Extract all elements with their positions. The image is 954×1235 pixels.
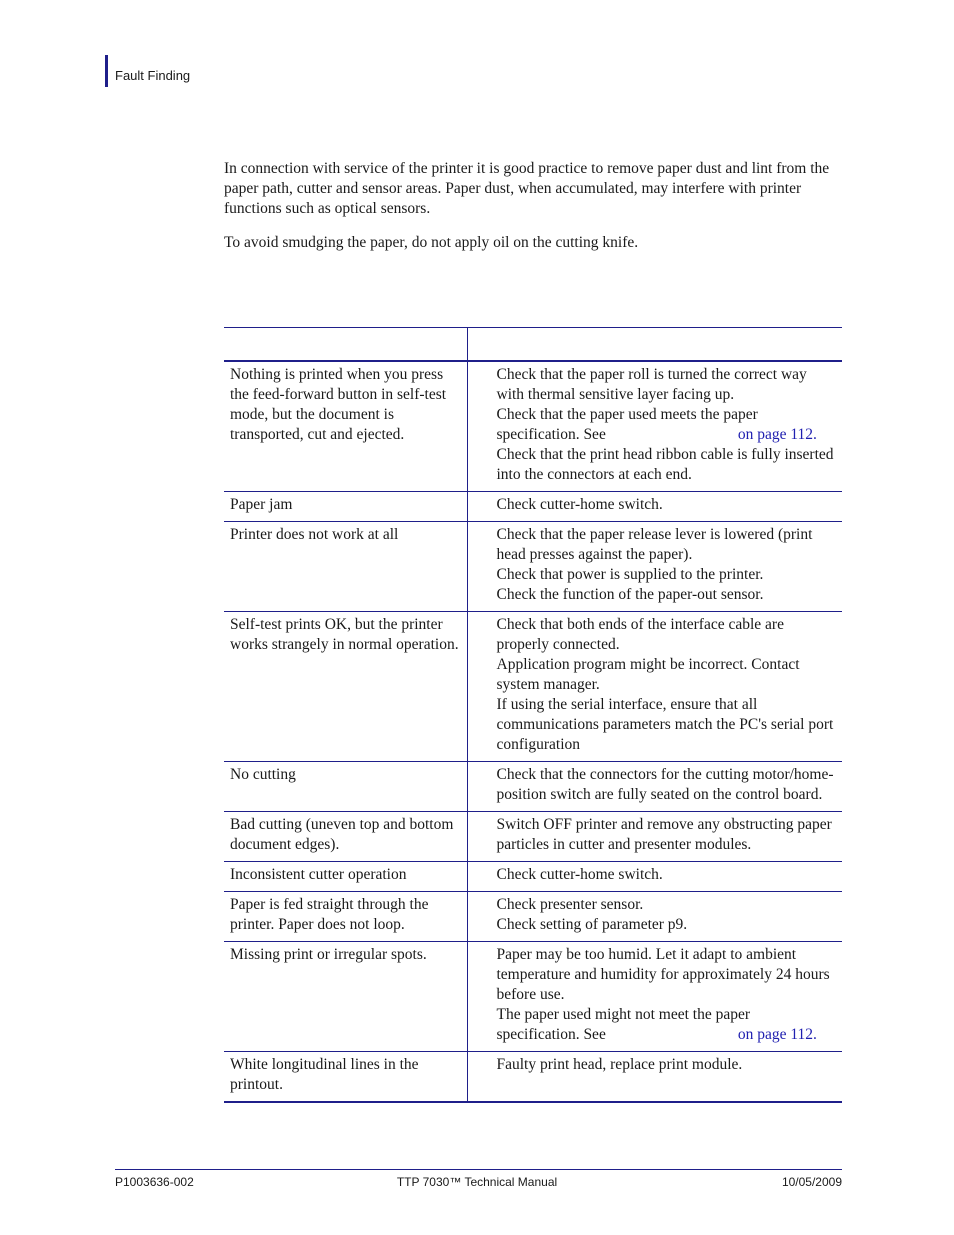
action-text: The paper used might not meet the paper specification. See: [496, 1006, 751, 1043]
table-row: [224, 522, 842, 612]
action-item: [497, 565, 835, 585]
action-item: [497, 445, 835, 485]
action-cell: [467, 862, 842, 892]
troubleshooting-table: [224, 327, 842, 1103]
footer-rule: [115, 1169, 842, 1170]
symptom-cell: Bad cutting (uneven top and bottom document edges).: [224, 812, 467, 862]
symptom-cell: No cutting: [224, 762, 467, 812]
publication-date: 10/05/2009: [781, 1175, 842, 1189]
action-text: Check presenter sensor.: [496, 896, 644, 913]
table-header-row: [224, 328, 842, 362]
action-item: [497, 1005, 835, 1045]
action-text: If using the serial interface, ensure that all communications parameters match the PC's serial port configuration: [496, 696, 834, 753]
action-text: Check that the print head ribbon cable is fully inserted into the connectors at each end.: [496, 446, 834, 483]
action-text: Check that both ends of the interface cable are properly connected.: [496, 616, 784, 653]
table-row: [224, 762, 842, 812]
table-row: [224, 1052, 842, 1103]
symptom-cell: Paper jam: [224, 492, 467, 522]
action-text: Faulty print head, replace print module.: [496, 1056, 743, 1073]
action-cell: [467, 942, 842, 1052]
symptom-column-header: [224, 328, 467, 362]
manual-title: TTP 7030™ Technical Manual: [396, 1175, 558, 1189]
table-row: [224, 492, 842, 522]
symptom-cell: Nothing is printed when you press the feed-forward button in self-test mode, but the document is transported, cut and ejected.: [224, 361, 467, 492]
symptom-cell: Missing print or irregular spots.: [224, 942, 467, 1052]
document-number: P1003636-002: [115, 1175, 194, 1189]
action-text: Check the function of the paper-out sensor.: [496, 586, 764, 603]
section-title: Fault Finding: [115, 68, 191, 83]
action-text: Switch OFF printer and remove any obstructing paper particles in cutter and presenter modules.: [496, 816, 832, 853]
action-item: [497, 655, 835, 695]
page-reference-link[interactable]: on page 112.: [737, 1026, 817, 1043]
action-text: Check that the connectors for the cutting motor/home-position switch are fully seated on the control board.: [496, 766, 834, 803]
action-text: Paper may be too humid. Let it adapt to ambient temperature and humidity for approximately 24 hours before use.: [496, 946, 830, 1003]
action-text: Check that the paper release lever is lowered (print head presses against the paper).: [496, 526, 813, 563]
action-item: [497, 615, 835, 655]
action-item: [497, 525, 835, 565]
action-text: Check setting of parameter p9.: [496, 916, 688, 933]
symptom-cell: Printer does not work at all: [224, 522, 467, 612]
symptom-cell: White longitudinal lines in the printout.: [224, 1052, 467, 1103]
table-row: [224, 361, 842, 492]
page-reference-link[interactable]: on page 112.: [737, 426, 817, 443]
symptom-cell: Paper is fed straight through the printer. Paper does not loop.: [224, 892, 467, 942]
action-item: [497, 895, 835, 915]
action-item: [497, 405, 835, 445]
action-text: Application program might be incorrect. Contact system manager.: [496, 656, 800, 693]
table-row: [224, 942, 842, 1052]
action-column-header: [467, 328, 842, 362]
action-text: Check cutter-home switch.: [496, 866, 663, 883]
action-text: Check that the paper used meets the paper specification. See: [496, 406, 758, 443]
symptom-cell: Self-test prints OK, but the printer works strangely in normal operation.: [224, 612, 467, 762]
symptom-cell: Inconsistent cutter operation: [224, 862, 467, 892]
action-cell: [467, 762, 842, 812]
action-text: Check that the paper roll is turned the correct way with thermal sensitive layer facing up.: [496, 366, 807, 403]
table-row: [224, 612, 842, 762]
table-row: [224, 892, 842, 942]
action-item: [497, 495, 835, 515]
intro-note: To avoid smudging the paper, do not apply oil on the cutting knife.: [224, 234, 639, 251]
table-row: [224, 812, 842, 862]
intro-paragraph: In connection with service of the printer it is good practice to remove paper dust and lint from the paper path, cutter and sensor areas. Paper dust, when accumulated, may interfere with printer functions such as optical sensors.: [224, 160, 830, 217]
action-cell: [467, 1052, 842, 1103]
action-item: [497, 365, 835, 405]
action-item: [497, 765, 835, 805]
header-accent-bar: [105, 55, 108, 87]
action-item: [497, 945, 835, 1005]
action-cell: [467, 492, 842, 522]
table-row: [224, 862, 842, 892]
action-item: [497, 695, 835, 755]
action-cell: [467, 361, 842, 492]
action-item: [497, 815, 835, 855]
action-cell: [467, 892, 842, 942]
action-item: [497, 1055, 835, 1075]
action-cell: [467, 612, 842, 762]
action-item: [497, 865, 835, 885]
action-text: Check that power is supplied to the printer.: [496, 566, 764, 583]
action-cell: [467, 522, 842, 612]
action-text: Check cutter-home switch.: [496, 496, 663, 513]
action-item: [497, 915, 835, 935]
action-item: [497, 585, 835, 605]
action-cell: [467, 812, 842, 862]
